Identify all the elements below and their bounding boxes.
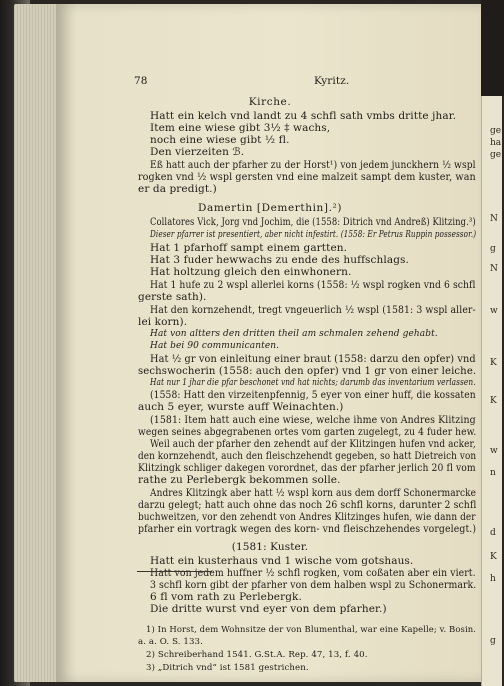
footnote-line: 1) In Horst, dem Wohnsitze der von Blumenthal, war eine Kapelle; v. Bosin. <box>146 625 477 635</box>
text-line: Kirche. <box>248 96 292 108</box>
footnote-rule <box>137 571 212 572</box>
next-page-fragment: K <box>490 358 497 368</box>
text-line: darzu gelegt; hatt auch ohne das noch 26 schfl korns, darunter 2 schfl <box>138 499 477 511</box>
text-line: (1581: Item hatt auch eine wiese, welche ihme von Andres Klitzing <box>150 414 476 426</box>
footnote-line: 2) Schreiberhand 1541. G.St.A. Rep. 47, 13, f. 40. <box>146 650 368 660</box>
next-page-fragment: g <box>490 636 496 646</box>
text-line: buchweitzen, vor den zehendt von Andres Klitzinges hufen, wie dann der <box>138 511 476 523</box>
footnote-line: a. a. O. S. 133. <box>138 637 203 647</box>
text-line: (1581: Kuster. <box>231 541 309 553</box>
text-line: Damertin [Demerthin].²) <box>197 202 343 214</box>
page-number: 78 <box>134 75 148 87</box>
text-line: Dieser pfarrer ist presentiert, aber nicht infestirt. (1558: Er Petrus Ruppin possessor.) <box>150 230 477 240</box>
text-line: Eß hatt auch der pfarher zu der Horst¹) von jedem junckhern ½ wspl <box>150 159 476 171</box>
book-page <box>56 4 481 682</box>
text-line: Hatt ein kelch vnd landt zu 4 schfl sath vmbs dritte jhar. <box>150 110 457 122</box>
text-line: Hatt von jedem huffner ½ schfl rogken, vom coßaten aber ein viert. <box>150 567 476 579</box>
text-line: er da predigt.) <box>138 183 217 195</box>
next-page-fragment: g <box>490 244 496 254</box>
text-line: Hat 1 pfarhoff sampt einem gartten. <box>150 242 348 254</box>
next-page-fragment: h <box>490 574 496 584</box>
next-page-fragment: n <box>490 468 496 478</box>
text-line: Andres Klitzingk aber hatt ½ wspl korn aus dem dorff Schonermarcke <box>150 487 477 499</box>
text-line: Hat ½ gr von einleitung einer braut (1558: darzu den opfer) vnd <box>150 353 476 365</box>
text-line: noch eine wiese gibt ½ fl. <box>150 134 290 146</box>
text-line: auch 5 eyer, wurste auff Weinachten.) <box>138 401 344 413</box>
next-page-fragment: K <box>490 396 497 406</box>
text-line: Hat holtzung gleich den einwhonern. <box>150 266 352 278</box>
next-page-fragment: ha <box>490 138 502 148</box>
text-line: Item eine wiese gibt 3½ ‡ wachs, <box>150 122 331 134</box>
next-page-fragment: w <box>490 446 498 456</box>
text-line: Die dritte wurst vnd eyer von dem pfarher.) <box>150 603 387 615</box>
background-shadow <box>481 0 504 96</box>
text-line: 6 fl vom rath zu Perlebergk. <box>150 591 302 603</box>
text-line: Collatores Vick, Jorg vnd Jochim, die (1558: Ditrich vnd Andreß) Klitzing.³) <box>150 216 476 228</box>
text-line: Hat bei 90 communicanten. <box>150 341 280 351</box>
text-line: Klitzingk schliger dakegen vorordnet, das der pfarher jerlich 20 fl vom <box>138 462 476 474</box>
text-line: Hat 3 fuder hewwachs zu ende des huffschlags. <box>150 254 409 266</box>
text-line: gerste sath). <box>138 291 207 303</box>
text-line: pfarher ein vortragk wegen des korn- vnd fleischzehendes vorgelegt.) <box>138 523 477 535</box>
text-line: Hat von altters den dritten theil am schmalen zehend gehabt. <box>150 329 438 339</box>
next-page-fragment: d <box>490 528 496 538</box>
next-page-fragment: K <box>490 552 497 562</box>
text-line: den kornzehendt, auch den fleischzehendt gegeben, so hatt Dietreich von <box>138 450 477 462</box>
text-line: wegen seines abgegrabenen ortes vom garten zugelegt, zu 4 fuder hew. <box>138 426 477 438</box>
text-line: sechswocherin (1558: auch den opfer) vnd 1 gr von einer leiche. <box>138 365 477 377</box>
footnote-line: 3) „Ditrich vnd“ ist 1581 gestrichen. <box>146 663 309 673</box>
text-line: (1558: Hatt den virzeitenpfennig, 5 eyer von einer huff, die kossaten <box>150 389 476 401</box>
text-line: Hat den kornzehendt, tregt vngeuerlich ½ wspl (1581: 3 wspl aller- <box>150 304 476 316</box>
text-line: Hat nur 1 jhar die pfar beschonet vnd hat nichts; darumb das inventarium verlassen. <box>150 378 476 388</box>
text-line: Den vierzeiten ℬ. <box>150 146 245 158</box>
next-page-edge <box>481 96 502 686</box>
next-page-fragment: ge <box>490 126 502 136</box>
next-page-fragment: w <box>490 306 498 316</box>
text-line: Hatt ein kusterhaus vnd 1 wische vom gotshaus. <box>150 555 414 567</box>
text-line: rogken vnd ½ wspl gersten vnd eine malzeit sampt dem kuster, wan <box>138 171 476 183</box>
next-page-fragment: N <box>490 264 498 274</box>
text-line: lei korn). <box>138 316 188 328</box>
running-head: Kyritz. <box>314 75 350 87</box>
next-page-fragment: ge <box>490 150 502 160</box>
text-line: Hat 1 hufe zu 2 wspl allerlei korns (1558: ½ wspl rogken vnd 6 schfl <box>150 279 476 291</box>
next-page-fragment: N <box>490 214 498 224</box>
text-line: Weil auch der pfarher den zehendt auf der Klitzingen hufen vnd acker, <box>150 438 476 450</box>
text-line: 3 schfl korn gibt der pfarher von dem halben wspl zu Schonermark. <box>150 579 477 591</box>
text-line: rathe zu Perlebergk bekommen solle. <box>138 474 341 486</box>
